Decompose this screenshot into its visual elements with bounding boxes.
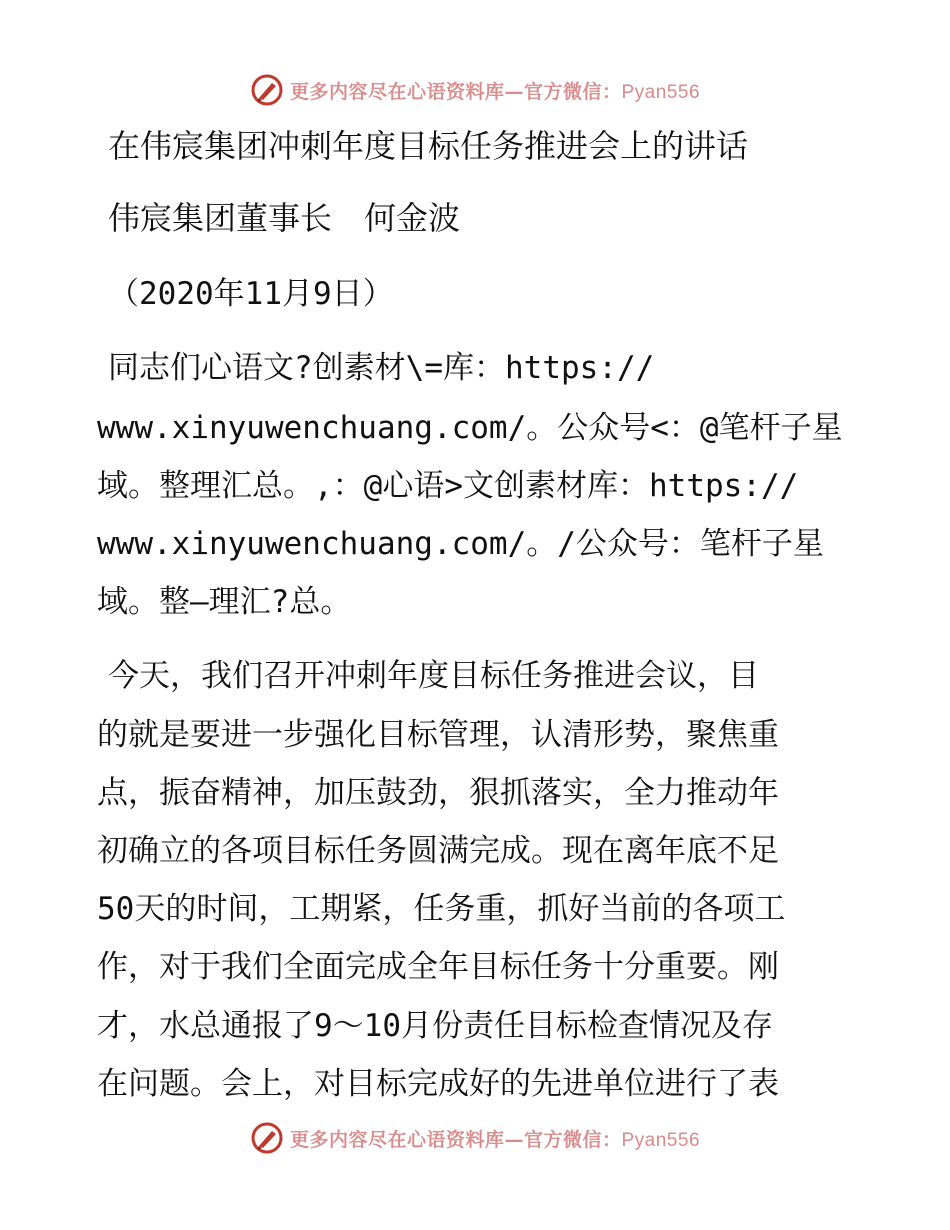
pen-logo-icon xyxy=(250,1121,284,1155)
watermark-text: 更多内容尽在心语资料库—官方微信：Pyan556 xyxy=(289,1128,701,1151)
paragraph-line: 初确立的各项目标任务圆满完成。现在离年底不足 xyxy=(97,833,779,869)
paragraph-line: www.xinyuwenchuang.com/。/公众号：笔杆子星 xyxy=(97,526,824,562)
paragraph-line: 的就是要进一步强化目标管理，认清形势，聚焦重 xyxy=(97,717,779,753)
paragraph-line: www.xinyuwenchuang.com/。公众号<：@笔杆子星 xyxy=(97,410,843,446)
paragraph-line: 点，振奋精神，加压鼓劲，狠抓落实，全力推动年 xyxy=(97,775,779,811)
paragraph-line: 域。整理汇总。,：@心语>文创素材库：https:// xyxy=(97,468,799,504)
paragraph-line: 作，对于我们全面完成全年目标任务十分重要。刚 xyxy=(97,949,779,985)
paragraph-line: 才，水总通报了9～10月份责任目标检查情况及存 xyxy=(97,1008,773,1044)
paragraph-line: 今天，我们召开冲刺年度目标任务推进会议，目 xyxy=(108,658,759,694)
paragraph-line: 同志们心语文?创素材\=库：https:// xyxy=(108,350,655,386)
watermark-header xyxy=(0,72,950,108)
paragraph-line: 域。整—理汇?总。 xyxy=(97,584,352,620)
watermark-footer xyxy=(0,1120,950,1156)
paragraph-line: 在问题。会上，对目标完成好的先进单位进行了表 xyxy=(97,1066,779,1102)
document-title: 在伟宸集团冲刺年度目标任务推进会上的讲话 xyxy=(108,127,749,165)
pen-logo-icon xyxy=(250,73,284,107)
document-date: （2020年11月9日） xyxy=(108,276,394,312)
paragraph-line: 50天的时间，工期紧，任务重，抓好当前的各项工 xyxy=(97,891,786,927)
document-author: 伟宸集团董事长 何金波 xyxy=(108,199,461,237)
watermark-text: 更多内容尽在心语资料库—官方微信：Pyan556 xyxy=(289,80,701,103)
